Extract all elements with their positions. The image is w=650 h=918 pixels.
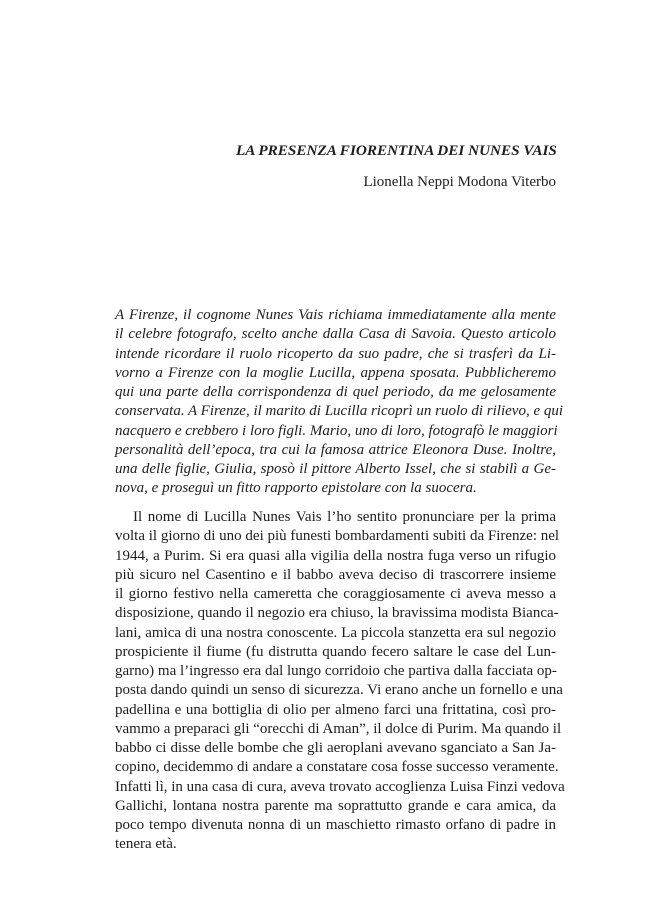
abstract-line: una delle figlie, Giulia, sposò il pittore Alberto Issel, che si stabilì a Ge-: [115, 461, 556, 477]
body-line: babbo ci disse delle bombe che gli aeroplani avevano sganciato a San Ja-: [115, 740, 556, 756]
abstract-line: personalità dell’epoca, tra cui la famosa attrice Eleonora Duse. Inoltre,: [115, 441, 556, 458]
body-line: Il nome di Lucilla Nunes Vais l’ho sentito pronunciare per la prima: [133, 509, 556, 525]
body-line: prospiciente il fiume (fu distrutta quando fecero saltare le case del Lun-: [115, 643, 556, 660]
body-line: garno) ma l’ingresso era dal lungo corridoio che partiva dalla facciata op-: [115, 663, 557, 679]
abstract-line: nacquero e crebbero i loro figli. Mario, uno di loro, fotografò le maggiori: [115, 422, 558, 439]
abstract-line: vorno a Firenze con la moglie Lucilla, appena sposata. Pubblicheremo: [115, 364, 556, 381]
abstract-line: A Firenze, il cognome Nunes Vais richiama immediatamente alla mente: [115, 307, 556, 323]
body-line: posta dando quindi un senso di sicurezza. Vi erano anche un fornello e una: [115, 682, 563, 699]
body-paragraph: [115, 508, 565, 855]
body-line: vammo a preparaci gli “orecchi di Aman”, il dolce di Purim. Ma quando il: [115, 720, 562, 737]
abstract-line: nova, e proseguì un fitto rapporto epistolare con la suocera.: [115, 480, 477, 497]
abstract-line: qui una parte della corrispondenza di quel periodo, da me gelosamente: [115, 384, 556, 400]
body-line: più sicuro nel Casentino e il babbo aveva deciso di trascorrere insieme: [115, 566, 556, 583]
body-line: disposizione, quando il negozio era chiuso, la bravissima modista Bianca-: [115, 605, 559, 622]
body-line: poco tempo divenuta nonna di un maschietto rimasto orfano di padre in: [115, 817, 556, 833]
body-line: copino, decidemmo di andare a constatare cosa fosse successo veramente.: [115, 759, 559, 776]
abstract-line: intende ricordare il ruolo ricoperto da suo padre, che si trasferì da Li-: [115, 345, 556, 362]
body-line: Infatti lì, in una casa di cura, aveva trovato accoglienza Luisa Finzi vedova: [115, 778, 565, 795]
abstract: [115, 306, 564, 499]
body-line: volta il giorno di uno dei più funesti bombardamenti subiti da Firenze: nel: [115, 528, 560, 545]
article-title: LA PRESENZA FIORENTINA DEI NUNES VAIS: [236, 142, 557, 159]
author-name: Lionella Neppi Modona Viterbo: [363, 174, 556, 190]
body-line: padellina e una bottiglia di olio per almeno farci una frittatina, così pro-: [115, 701, 556, 718]
body-line: 1944, a Purim. Si era quasi alla vigilia della nostra fuga verso un rifugio: [115, 547, 556, 564]
body-line: lani, amica di una nostra conoscente. La piccola stanzetta era sul negozio: [115, 624, 556, 641]
body-line: tenera età.: [115, 836, 177, 853]
body-line: il giorno festivo nella cameretta che coraggiosamente ci aveva messo a: [115, 586, 556, 602]
body-line: Gallichi, lontana nostra parente ma soprattutto grande e cara amica, da: [115, 797, 556, 814]
abstract-line: conservata. A Firenze, il marito di Lucilla ricoprì un ruolo di rilievo, e qui: [115, 403, 564, 420]
abstract-line: il celebre fotografo, scelto anche dalla Casa di Savoia. Questo articolo: [115, 326, 556, 343]
